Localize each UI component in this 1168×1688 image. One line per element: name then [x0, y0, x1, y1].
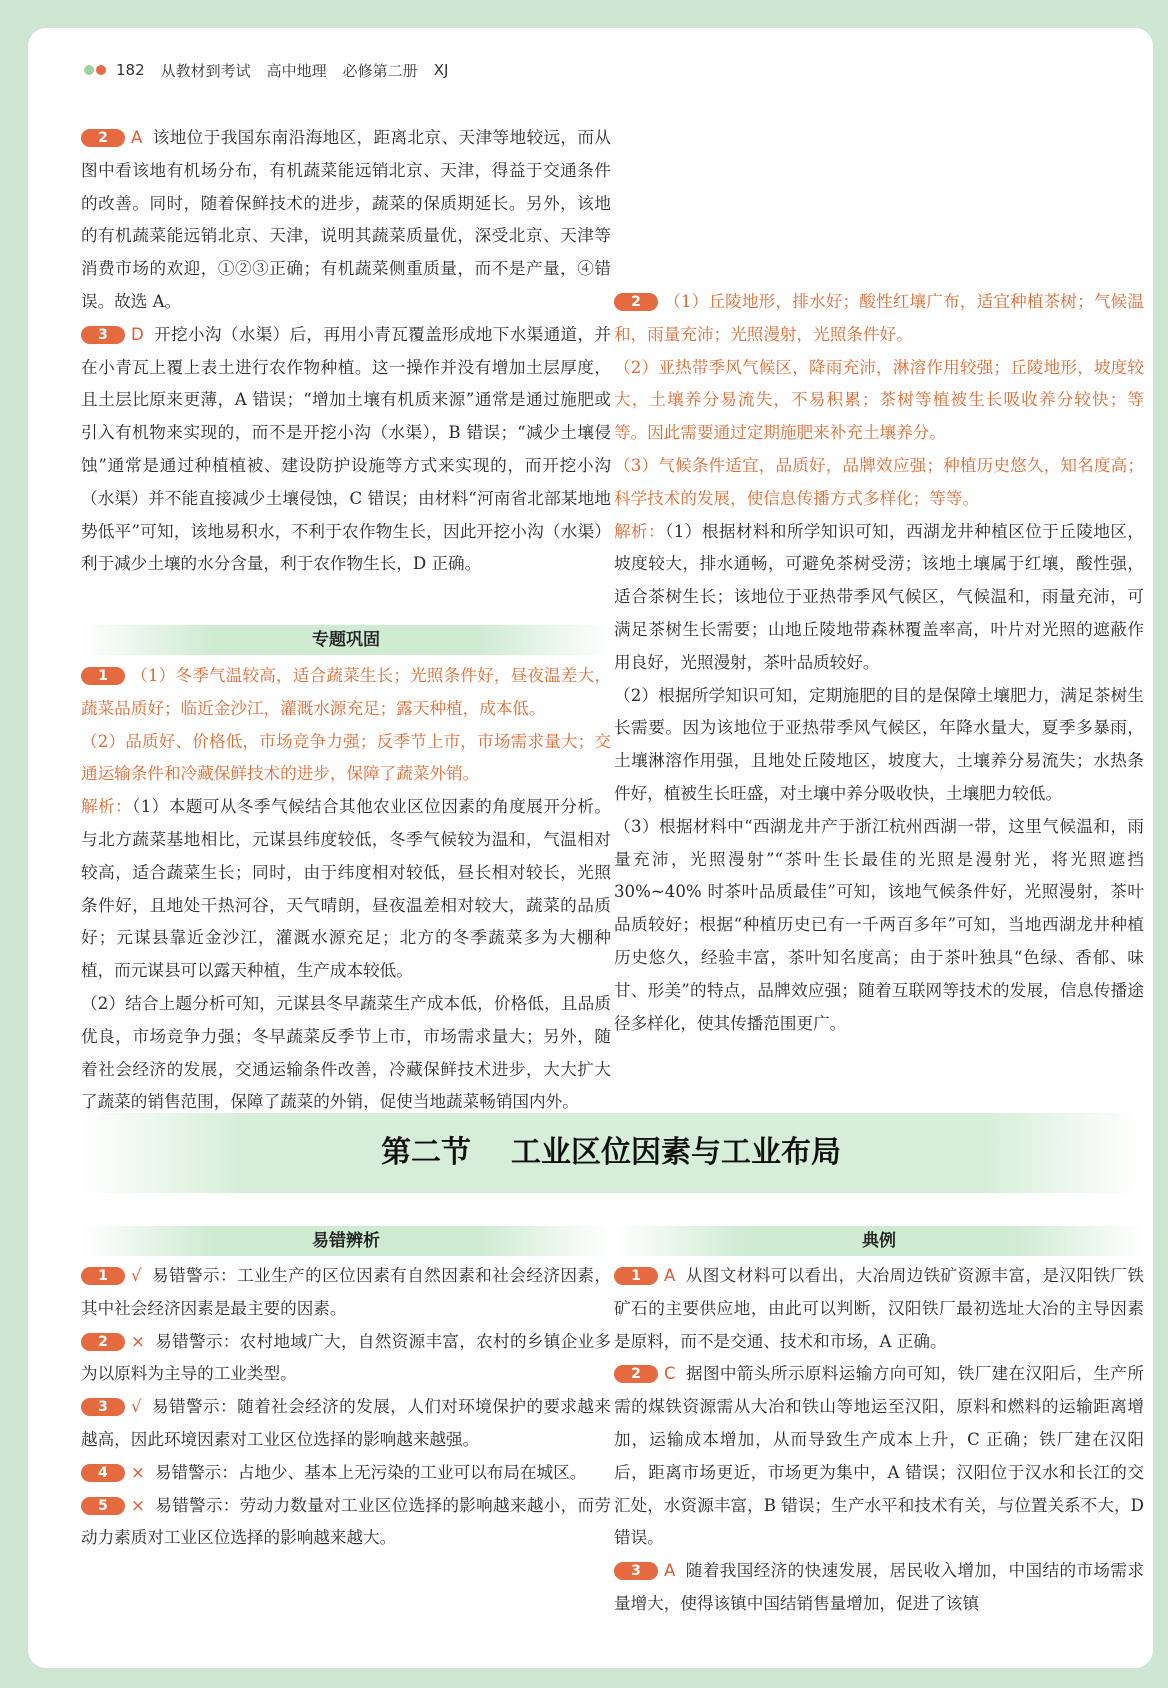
analysis-label: 解析： — [81, 797, 133, 817]
example-text: 从图文材料可以看出，大冶周边铁矿资源丰富，是汉阳铁厂铁矿石的主要供应地，由此可以判断，汉阳铁厂最初选址大冶的主导因素是原料，而不是交通、技术和市场，A 正确。 — [614, 1266, 1144, 1351]
consolidation-left-column — [81, 660, 611, 1119]
answer-text: （3）气候条件适宜，品质好，品牌效应强；种植历史悠久，知名度高；科学技术的发展，使信息传播方式多样化；等等。 — [614, 455, 1144, 508]
header-dots-icon — [84, 65, 106, 75]
question-badge: 2 — [81, 1333, 125, 1351]
judgement-mark: × — [131, 1331, 145, 1351]
answer-text: （1）丘陵地形，排水好；酸性红壤广布，适宜种植茶树；气候温和，雨量充沛；光照漫射，光照条件好。 — [614, 292, 1144, 344]
question-badge: 2 — [81, 129, 125, 147]
examples-column — [614, 1260, 1144, 1621]
answer-text: （2）亚热带季风气候区，降雨充沛，淋溶作用较强；丘陵地形，坡度较大，土壤养分易流失，不易积累；茶树等植被生长吸收养分较快；等等。因此需要通过定期施肥来补充土壤养分。 — [614, 357, 1144, 443]
judgement-mark: √ — [131, 1397, 142, 1417]
edition: XJ — [433, 61, 449, 79]
question-badge: 1 — [81, 1267, 125, 1285]
error-text: 易错警示：农村地域广大，自然资源丰富，农村的乡镇企业多为以原料为主导的工业类型。 — [81, 1331, 611, 1384]
answer-letter: A — [131, 128, 143, 147]
continued-text-spacer — [614, 122, 1144, 286]
error-item — [81, 1391, 611, 1457]
page-header — [84, 58, 458, 82]
section-title — [81, 1113, 1141, 1193]
right-top-column — [614, 122, 1144, 1040]
left-top-column — [81, 122, 611, 581]
answer-item — [81, 660, 611, 726]
page-number: 182 — [116, 61, 145, 79]
error-item — [81, 1326, 611, 1392]
examples-heading: 典例 — [614, 1226, 1144, 1256]
error-text: 易错警示：工业生产的区位因素有自然因素和社会经济因素，其中社会经济因素是最主要的因素。 — [81, 1266, 611, 1318]
answer-text: （2）品质好、价格低，市场竞争力强；反季节上市，市场需求量大；交通运输条件和冷藏保鲜技术的进步，保障了蔬菜外销。 — [81, 731, 611, 784]
error-text: 易错警示：占地少、基本上无污染的工业可以布局在城区。 — [154, 1462, 587, 1482]
error-item — [81, 1457, 611, 1490]
analysis — [614, 516, 1144, 680]
analysis-text: （1）根据材料和所学知识可知，西湖龙井种植区位于丘陵地区，坡度较大，排水通畅，可避免茶树受涝；该地土壤属于红壤，酸性强，适合茶树生长；该地位于亚热带季风气候区，气候温和，雨量充沛，可满足茶树生长需要；山地丘陵地带森林覆盖率高，叶片对光照的遮蔽作用良好，光照漫射，茶叶品质较好。 — [614, 521, 1144, 672]
book-title: 从教材到考试 — [160, 61, 251, 80]
example-text: 据图中箭头所示原料运输方向可知，铁厂建在汉阳后，生产所需的煤铁资源需从大冶和铁山等地运至汉阳，原料和燃料的运输距离增加，运输成本增加，从而导致生产成本上升，C 正确；铁厂建在汉阳后，距离市场更近，市场更为集中，A 错误；汉阳位于汉水和长江的交汇处，水资源丰富，B 错误；生产水平和技术有关，与位置关系不大，D 错误。 — [614, 1364, 1144, 1548]
question-badge: 1 — [81, 667, 125, 685]
answer-text: （1）冬季气温较高，适合蔬菜生长；光照条件好，昼夜温差大，蔬菜品质好；临近金沙江，灌溉水源充足；露天种植，成本低。 — [81, 666, 611, 718]
analysis-text: （2）结合上题分析可知，元谋县冬早蔬菜生产成本低，价格低，且品质优良，市场竞争力强；冬早蔬菜反季节上市，市场需求量大；另外，随着社会经济的发展，交通运输条件改善，冷藏保鲜技术进步，大大扩大了蔬菜的销售范围，保障了蔬菜的外销，促使当地蔬菜畅销国内外。 — [81, 993, 611, 1112]
analysis-label: 解析： — [614, 521, 666, 541]
answer-letter: D — [131, 324, 144, 344]
section-number: 第二节 — [381, 1135, 471, 1170]
judgement-mark: × — [131, 1495, 145, 1515]
page — [28, 28, 1153, 1668]
answer-item — [614, 286, 1144, 352]
question-badge: 3 — [81, 1398, 125, 1416]
error-analysis-heading: 易错辨析 — [81, 1226, 611, 1256]
example-item — [614, 1555, 1144, 1621]
question-badge: 3 — [614, 1562, 658, 1580]
question-badge: 3 — [81, 326, 125, 344]
subject: 高中地理 — [266, 61, 327, 80]
analysis — [81, 791, 611, 988]
example-text: 随着我国经济的快速发展，居民收入增加，中国结的市场需求量增大，使得该镇中国结销售量增加，促进了该镇 — [614, 1561, 1144, 1613]
example-item — [614, 1358, 1144, 1555]
answer-letter: A — [664, 1266, 676, 1285]
answer-letter: C — [664, 1364, 676, 1384]
answer-item — [81, 122, 611, 319]
section-name: 工业区位因素与工业布局 — [511, 1135, 841, 1170]
consolidation-heading: 专题巩固 — [81, 625, 611, 655]
volume: 必修第二册 — [342, 61, 418, 80]
question-badge: 4 — [81, 1464, 125, 1482]
judgement-mark: √ — [131, 1266, 142, 1285]
question-badge: 2 — [614, 1365, 658, 1383]
analysis-text: （2）根据所学知识可知，定期施肥的目的是保障土壤肥力，满足茶树生长需要。因为该地位于亚热带季风气候区，年降水量大，夏季多暴雨，土壤淋溶作用强，且地处丘陵地区，坡度大，土壤养分易流失；水热条件好，植被生长旺盛，对土壤中养分吸收快，土壤肥力较低。 — [614, 685, 1144, 803]
answer-letter: A — [664, 1561, 676, 1581]
error-text: 易错警示：随着社会经济的发展，人们对环境保护的要求越来越高，因此环境因素对工业区位选择的影响越来越强。 — [81, 1397, 611, 1449]
analysis-text: （3）根据材料中“西湖龙井产于浙江杭州西湖一带，这里气候温和，雨量充沛，光照漫射”“茶叶生长最佳的光照是漫射光，将光照遮挡 30%~40% 时茶叶品质最佳”可知，该地气候条件好，光照漫射，茶叶品质较好；根据“种植历史已有一千两百多年”可知，当地西湖龙井种植历史悠久，经验丰富，茶叶知名度高；由于茶叶独具“色绿、香郁、味甘、形美”的特点，品牌效应强；随着互联网等技术的发展，信息传播途径多样化，使其传播范围更广。 — [614, 816, 1144, 1033]
question-badge: 2 — [614, 293, 658, 311]
analysis-text: （1）本题可从冬季气候结合其他农业区位因素的角度展开分析。与北方蔬菜基地相比，元谋县纬度较低，冬季气候较为温和，气温相对较高，适合蔬菜生长；同时，由于纬度相对较低，昼长相对较长，光照条件好，且地处干热河谷，天气晴朗，昼夜温差相对较大，蔬菜的品质好；元谋县靠近金沙江，灌溉水源充足；北方的冬季蔬菜多为大棚种植，而元谋县可以露天种植，生产成本较低。 — [81, 797, 611, 981]
answer-text: 开挖小沟（水渠）后，再用小青瓦覆盖形成地下水渠通道，并在小青瓦上覆上表土进行农作物种植。这一操作并没有增加土层厚度，且土层比原来更薄，A 错误；“增加土壤有机质来源”通常是通过施肥或引入有机物来实现的，而不是开挖小沟（水渠），B 错误；“减少土壤侵蚀”通常是通过种植植被、建设防护设施等方式来实现的，而开挖小沟（水渠）并不能直接减少土壤侵蚀，C 错误；由材料“河南省北部某地地势低平”可知，该地易积水，不利于农作物生长，因此开挖小沟（水渠）利于减少土壤的水分含量，利于农作物生长，D 正确。 — [81, 324, 611, 574]
question-badge: 1 — [614, 1267, 658, 1285]
judgement-mark: × — [131, 1462, 145, 1482]
error-analysis-column — [81, 1260, 611, 1555]
answer-item — [81, 319, 611, 581]
error-item — [81, 1260, 611, 1326]
answer-text: 该地位于我国东南沿海地区，距离北京、天津等地较远，而从图中看该地有机场分布，有机蔬菜能远销北京、天津，得益于交通条件的改善。同时，随着保鲜技术的进步，蔬菜的保质期延长。另外，该地的有机蔬菜能远销北京、天津，说明其蔬菜质量优，深受北京、天津等消费市场的欢迎，①②③正确；有机蔬菜侧重质量，而不是产量，④错误。故选 A。 — [81, 128, 611, 311]
question-badge: 5 — [81, 1497, 125, 1515]
error-item — [81, 1490, 611, 1556]
error-text: 易错警示：劳动力数量对工业区位选择的影响越来越小，而劳动力素质对工业区位选择的影响越来越大。 — [81, 1495, 611, 1548]
example-item — [614, 1260, 1144, 1358]
